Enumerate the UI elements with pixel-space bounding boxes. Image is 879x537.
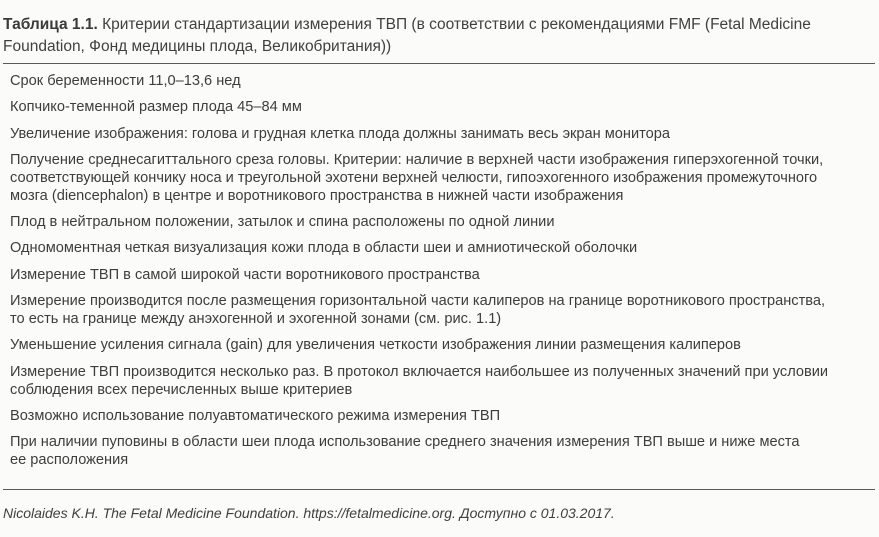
criteria-row: При наличии пуповины в области шеи плода использование среднего значения измерения ТВП выше и ниже места ее расположения [10, 434, 800, 469]
table-title: Критерии стандартизации измерения ТВП (в соответствии с рекомендациями FMF (Fetal Medicine Foundation, Фонд медицины плода, Великобритания)) [3, 16, 811, 55]
criteria-row: Возможно использование полуавтоматического режима измерения ТВП [10, 407, 501, 424]
table-number: Таблица 1.1. [3, 16, 98, 33]
criteria-row: Измерение ТВП в самой широкой части воротникового пространства [10, 266, 480, 283]
criteria-list [10, 72, 870, 478]
top-rule [3, 63, 875, 64]
criteria-row: Получение среднесагиттального среза головы. Критерии: наличие в верхней части изображения гиперэхогенной точки, соответствующей кончику носа и треугольной эхотени верхней челюсти, гипоэхогенного изображения промежуточного мозга (diencephalon) в центре и воротникового пространства в нижней части изображения [10, 151, 824, 204]
criteria-row: Плод в нейтральном положении, затылок и спина расположены по одной линии [10, 214, 555, 231]
table-caption [3, 14, 875, 58]
criteria-row: Одномоментная четкая визуализация кожи плода в области шеи и амниотической оболочки [10, 240, 638, 257]
criteria-row: Копчико-теменной размер плода 45–84 мм [10, 99, 302, 116]
criteria-row: Измерение производится после размещения горизонтальной части калиперов на границе воротникового пространства, то есть на границе между анэхогенной и эхогенной зонами (см. рис. 1.1) [10, 293, 826, 328]
bottom-rule [3, 489, 875, 490]
source-citation: Nicolaides K.H. The Fetal Medicine Foundation. https://fetalmedicine.org. Доступно с 01.03.2017. [3, 505, 615, 521]
criteria-row: Измерение ТВП производится несколько раз. В протокол включается наибольшее из полученных значений при условии соблюдения всех перечисленных выше критериев [10, 363, 829, 398]
criteria-row: Уменьшение усиления сигнала (gain) для увеличения четкости изображения линии размещения калиперов [10, 337, 741, 354]
criteria-row: Срок беременности 11,0–13,6 нед [10, 73, 241, 89]
criteria-row: Увеличение изображения: голова и грудная клетка плода должны занимать весь экран монитора [10, 125, 670, 142]
